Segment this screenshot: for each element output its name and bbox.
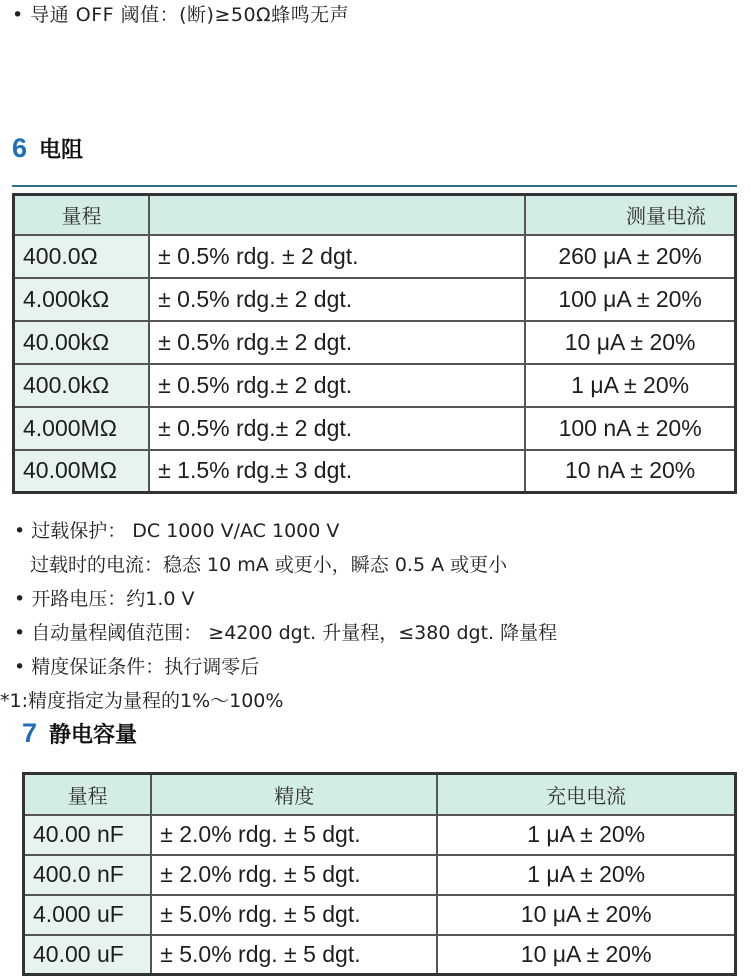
note-overload-current: 过载时的电流：稳态 10 mA 或更小，瞬态 0.5 A 或更小 [30,554,508,576]
section-number: 6 [12,133,28,163]
current-cell: 100 nA ± 20% [525,407,735,450]
range-cell: 40.00 nF [24,815,152,855]
header-range: 量程 [24,774,152,815]
note-accuracy-condition: • 精度保证条件：执行调零后 [14,656,260,678]
current-cell: 100 μA ± 20% [525,278,735,321]
current-cell: 10 μA ± 20% [525,321,735,364]
table-row [24,895,736,935]
accuracy-cell: ± 2.0% rdg. ± 5 dgt. [151,815,437,855]
table-row [24,935,736,975]
accuracy-cell: ± 1.5% rdg.± 3 dgt. [149,450,525,493]
note-open-voltage: • 开路电压：约1.0 V [14,588,195,610]
accuracy-cell: ± 0.5% rdg. ± 2 dgt. [149,235,525,278]
table-row [14,235,736,278]
accuracy-cell: ± 0.5% rdg.± 2 dgt. [149,278,525,321]
note-footnote: *1:精度指定为量程的1%～100% [0,690,284,712]
accuracy-cell: ± 5.0% rdg. ± 5 dgt. [151,935,437,975]
range-cell: 4.000 uF [24,895,152,935]
table-row [24,855,736,895]
header-accuracy [149,195,525,235]
current-cell: 1 μA ± 20% [437,815,735,855]
current-cell: 10 nA ± 20% [525,450,735,493]
continuity-note: • 导通 OFF 阈值：(断)≥50Ω蜂鸣无声 [12,4,350,26]
resistance-notes [0,514,557,718]
header-current: 测量电流 [525,195,735,235]
section-divider [12,185,737,187]
section-7-title [22,718,137,749]
header-current: 充电电流 [437,774,735,815]
resistance-table [12,193,737,494]
table-row [14,450,736,493]
capacitance-table [22,772,737,976]
current-cell: 10 μA ± 20% [437,895,735,935]
table-row [24,815,736,855]
range-cell: 400.0 nF [24,855,152,895]
table-row [14,321,736,364]
table-row [14,278,736,321]
note-overload: • 过载保护： DC 1000 V/AC 1000 V [14,520,340,542]
accuracy-cell: ± 0.5% rdg.± 2 dgt. [149,321,525,364]
range-cell: 4.000MΩ [14,407,150,450]
note-autorange: • 自动量程阈值范围： ≥4200 dgt. 升量程，≤380 dgt. 降量程 [14,622,558,644]
current-cell: 1 μA ± 20% [437,855,735,895]
range-cell: 40.00MΩ [14,450,150,493]
range-cell: 4.000kΩ [14,278,150,321]
current-cell: 1 μA ± 20% [525,364,735,407]
current-cell: 10 μA ± 20% [437,935,735,975]
table-header-row [14,195,736,235]
section-number: 7 [22,718,38,748]
range-cell: 400.0kΩ [14,364,150,407]
header-accuracy: 精度 [151,774,437,815]
current-cell: 260 μA ± 20% [525,235,735,278]
range-cell: 40.00 uF [24,935,152,975]
table-row [14,364,736,407]
accuracy-cell: ± 2.0% rdg. ± 5 dgt. [151,855,437,895]
range-cell: 400.0Ω [14,235,150,278]
accuracy-cell: ± 0.5% rdg.± 2 dgt. [149,364,525,407]
table-header-row [24,774,736,815]
table-row [14,407,736,450]
accuracy-cell: ± 0.5% rdg.± 2 dgt. [149,407,525,450]
section-heading: 电阻 [39,138,84,163]
header-range: 量程 [14,195,150,235]
section-heading: 静电容量 [49,723,138,748]
range-cell: 40.00kΩ [14,321,150,364]
section-6-title [12,133,83,164]
accuracy-cell: ± 5.0% rdg. ± 5 dgt. [151,895,437,935]
